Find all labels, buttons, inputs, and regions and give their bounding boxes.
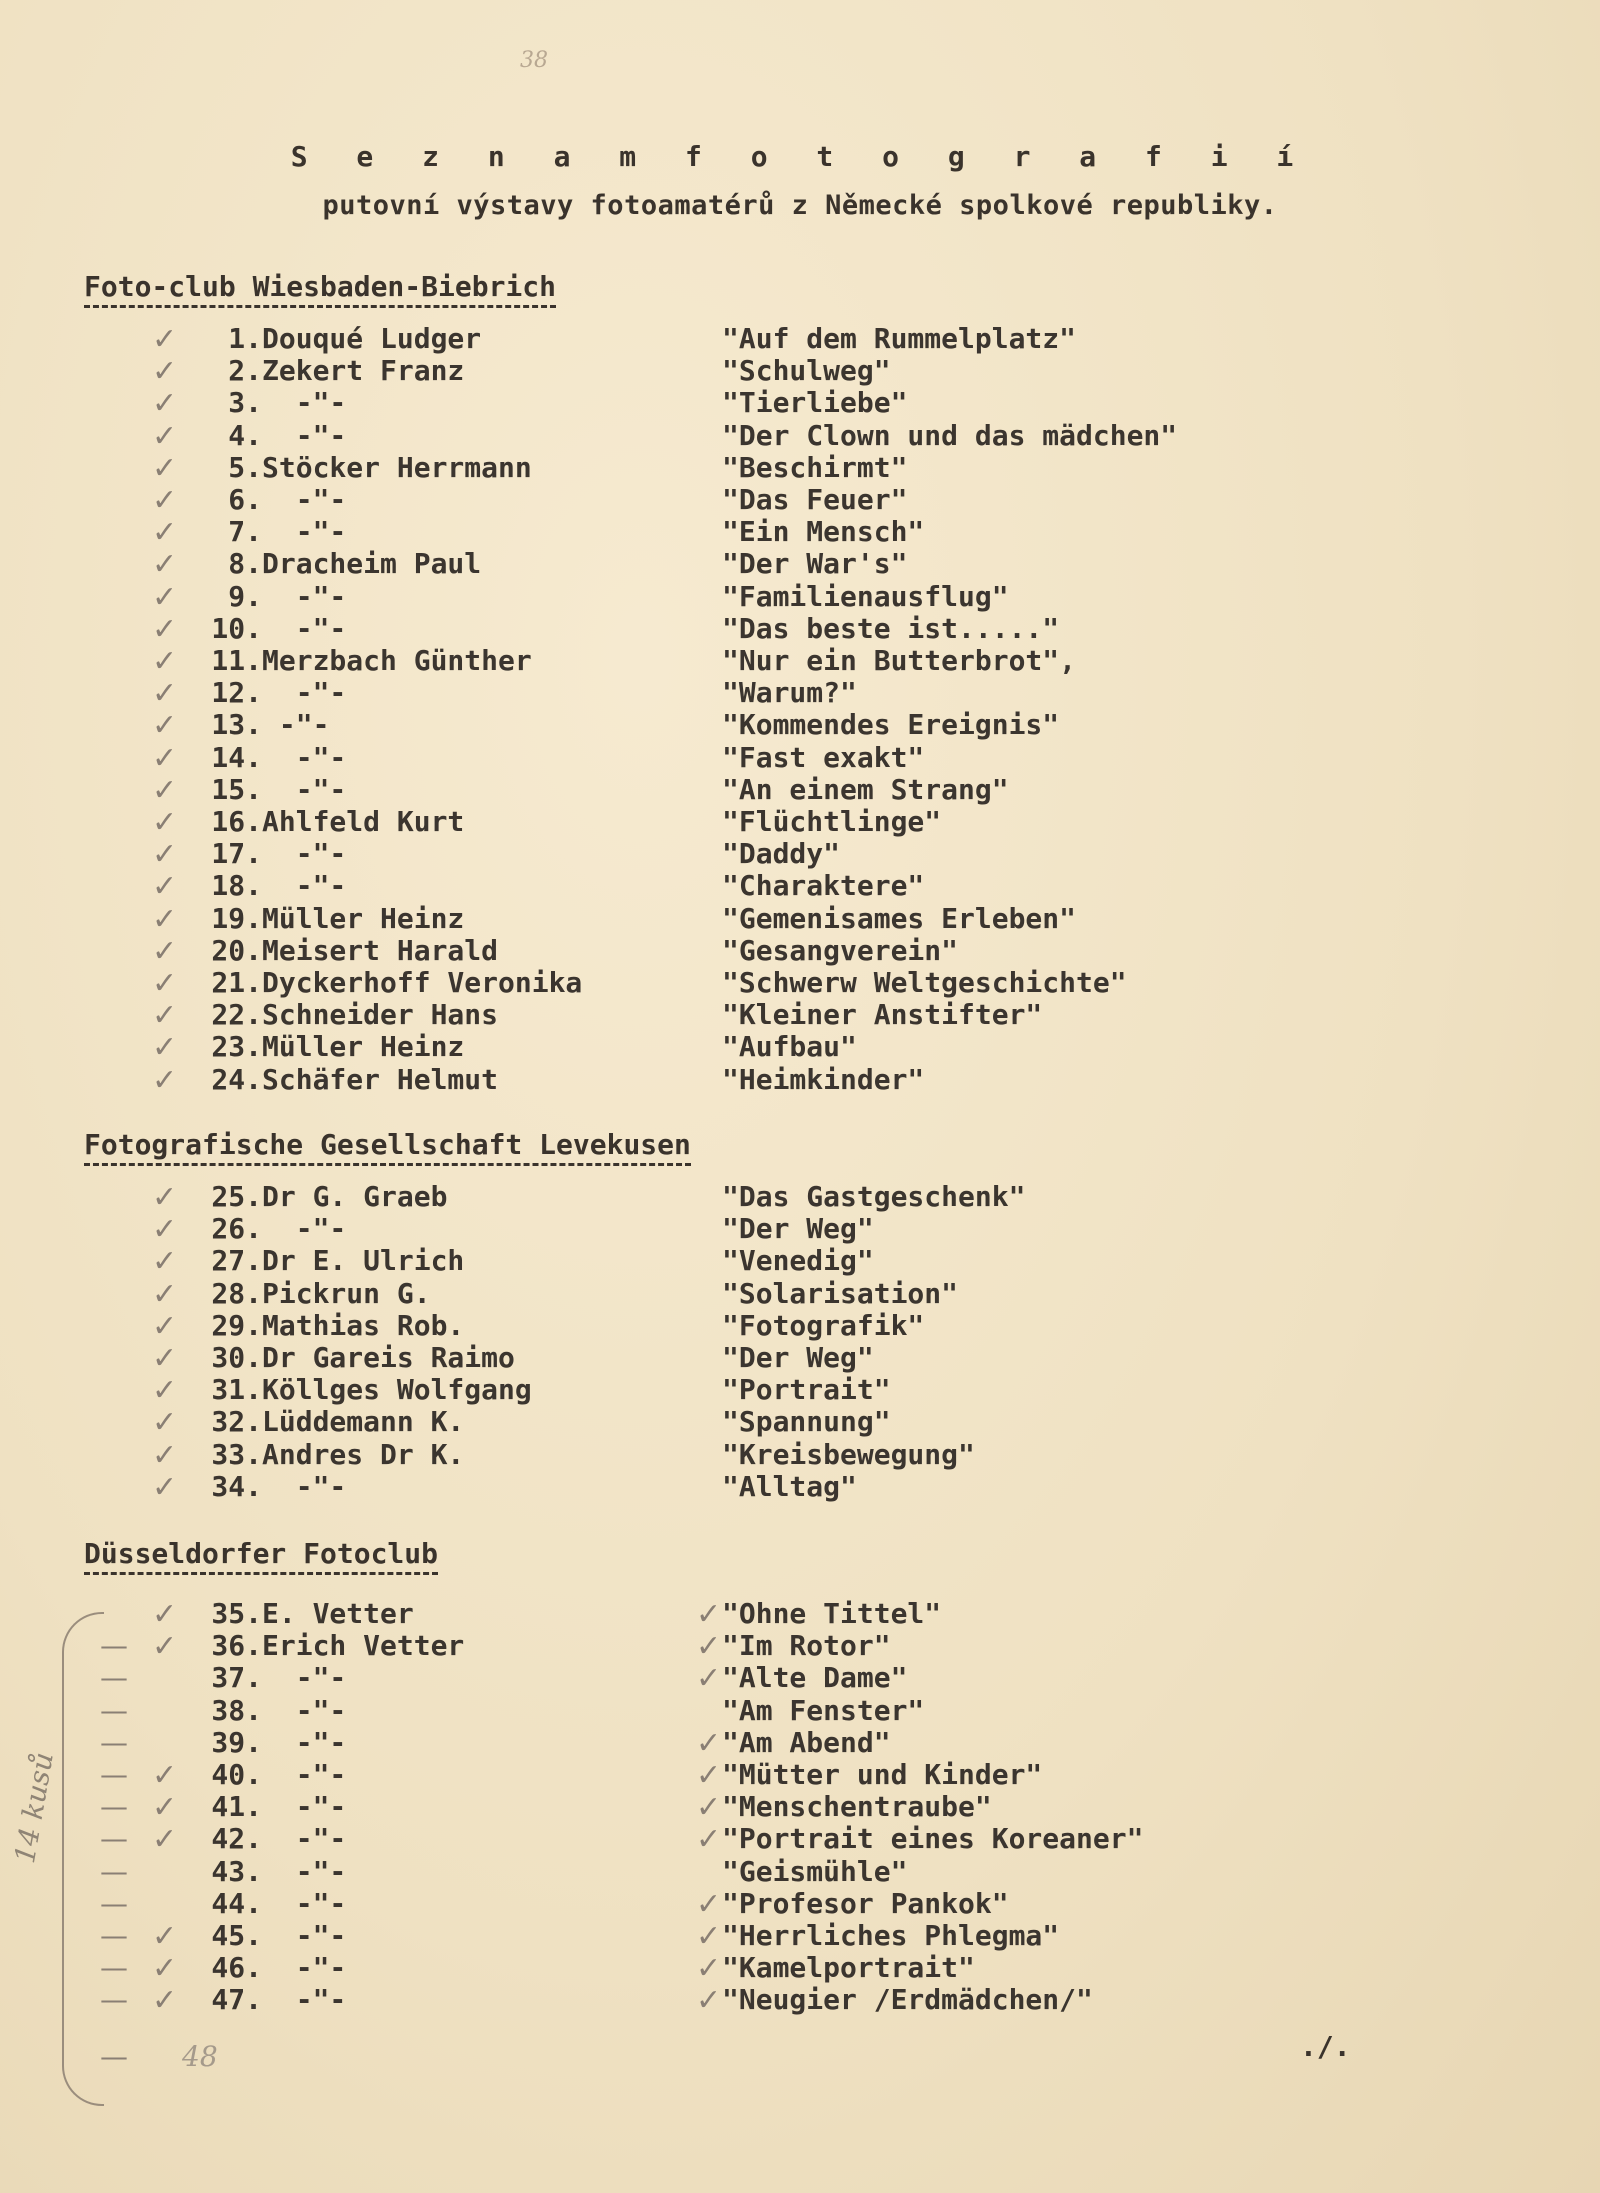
entry-number: 17. [211,837,262,871]
check-mark: ✓ [152,547,178,583]
photo-title: "Gesangverein" [722,933,959,967]
photo-title: "Ein Mensch" [722,515,925,549]
author-name: Dr Gareis Raimo [262,1341,515,1374]
check-mark: ✓ [152,998,178,1034]
list-item [0,1341,1600,1376]
list-item [0,1469,1600,1505]
list-item [0,386,1600,422]
check-mark: ✓ [152,805,178,840]
entry-number: 30. [211,1341,262,1374]
list-item [0,1437,1600,1473]
entry-number: 25. [211,1180,262,1213]
check-mark: ✓ [152,1951,178,1987]
margin-dash: — [100,1725,128,1759]
margin-dash: — [100,1693,128,1727]
check-mark: ✓ [152,644,178,679]
author-name: -"- [262,1983,347,2017]
check-mark: ✓ [152,933,178,969]
photo-title: "Alte Dame" [722,1661,908,1695]
check-mark: ✓ [152,418,178,454]
list-item [0,515,1600,551]
entry-number: 35. [211,1597,262,1630]
check-mark: ✓ [152,1983,178,2019]
entry-number: 33. [211,1437,262,1471]
list-item [0,354,1600,390]
title-check-mark: ✓ [696,1822,722,1858]
check-mark: ✓ [152,966,178,1001]
title-check-mark: ✓ [696,1597,722,1632]
entry-number: 18. [211,869,262,903]
author-name: Douqué Ludger [262,322,482,355]
list-item [0,1597,1600,1632]
photo-title: "Heimkinder" [722,1062,925,1096]
check-mark: ✓ [152,772,178,808]
author-name: -"- [262,1758,347,1791]
check-mark: ✓ [152,1030,178,1066]
author-name: -"- [262,515,347,549]
list-item [0,1983,1600,2019]
author-name: -"- [262,483,347,516]
margin-dash: — [100,1886,128,1920]
photo-title: "Spannung" [722,1405,891,1439]
list-item [0,611,1600,647]
entry-number: 19. [211,901,262,935]
check-mark: ✓ [152,837,178,873]
margin-note: 14 kusů [8,1749,60,1866]
author-name: -"- [262,1854,347,1888]
title-check-mark: ✓ [696,1661,722,1697]
title-check-mark: ✓ [696,1919,722,1954]
list-item [0,1919,1600,1954]
author-name: -"- [262,386,347,420]
photo-title: "Schulweg" [722,354,891,388]
page-subtitle: putovní výstavy fotoamatérů z Německé spolkové republiky. [322,190,1278,221]
photo-title: "Gemenisames Erleben" [722,901,1077,935]
author-name: Müller Heinz [262,1030,465,1064]
entry-number: 3. [228,386,262,420]
entry-number: 21. [211,966,262,999]
photo-title: "Portrait" [722,1373,891,1407]
author-name: -"- [262,1951,347,1985]
author-name: Müller Heinz [262,901,465,935]
entry-number: 28. [211,1276,262,1310]
entry-number: 46. [211,1951,262,1985]
list-item [0,1030,1600,1066]
entry-number: 37. [211,1661,262,1695]
list-item [0,1062,1600,1098]
list-item [0,1373,1600,1409]
check-mark: ✓ [152,1629,178,1665]
title-check-mark: ✓ [696,1790,722,1826]
list-item [0,1276,1600,1312]
list-item [0,644,1600,679]
photo-title: "Aufbau" [722,1030,857,1064]
check-mark: ✓ [152,1341,178,1376]
handwritten-number: 48 [182,2040,218,2073]
author-name: Andres Dr K. [262,1437,465,1471]
continued-mark: ./. [1300,2030,1351,2063]
author-name: -"- [262,740,347,774]
check-mark: ✓ [152,1822,178,1858]
check-mark: ✓ [152,1276,178,1312]
author-name: Dyckerhoff Veronika [262,966,583,999]
entry-number: 26. [211,1212,262,1246]
entry-number: 5. [228,450,262,484]
entry-number: 14. [211,740,262,774]
author-name: -"- [262,1886,347,1920]
list-item [0,547,1600,583]
list-item [0,1180,1600,1215]
title-check-mark: ✓ [696,1983,722,2019]
section-heading: Foto-club Wiesbaden-Biebrich [84,270,556,308]
list-item [0,1661,1600,1697]
author-name: Erich Vetter [262,1629,465,1663]
author-name: Lüddemann K. [262,1405,465,1439]
photo-title: "Kleiner Anstifter" [722,998,1043,1032]
check-mark: ✓ [152,483,178,518]
check-mark: ✓ [152,1790,178,1826]
author-name: -"- [262,1693,347,1727]
entry-number: 22. [211,998,262,1032]
check-mark: ✓ [152,1244,178,1280]
photo-title: "Tierliebe" [722,386,908,420]
photo-title: "Am Abend" [722,1725,891,1759]
entry-number: 29. [211,1308,262,1342]
photo-title: "Am Fenster" [722,1693,925,1727]
photo-title: "Geismühle" [722,1854,908,1888]
photo-title: "Der War's" [722,547,908,581]
author-name: Köllges Wolfgang [262,1373,532,1407]
entry-number: 41. [211,1790,262,1824]
author-name: -"- [262,1919,347,1952]
check-mark: ✓ [152,1597,178,1632]
list-item [0,772,1600,808]
margin-dash: — [100,1790,128,1824]
list-item [0,676,1600,712]
list-item [0,1886,1600,1922]
check-mark: ✓ [152,1405,178,1441]
author-name: -"- [262,418,347,452]
author-name: Schneider Hans [262,998,499,1032]
photo-title: "Nur ein Butterbrot", [722,644,1077,677]
entry-number: 12. [211,676,262,710]
list-item [0,322,1600,357]
list-item [0,805,1600,840]
entry-number: 20. [211,933,262,967]
entry-number: 47. [211,1983,262,2017]
list-item [0,1855,1600,1887]
margin-dash: — [100,1758,128,1791]
author-name: Dr G. Graeb [262,1180,448,1213]
margin-dash: — [100,1822,128,1856]
author-name: Meisert Harald [262,933,499,967]
photo-title: "Daddy" [722,837,841,871]
check-mark: ✓ [152,1437,178,1473]
photo-title: "Beschirmt" [722,450,908,484]
check-mark: ✓ [152,1212,178,1248]
list-item [0,579,1600,615]
list-item [0,418,1600,454]
author-name: -"- [262,1725,347,1759]
margin-dash: — [100,1951,128,1985]
check-mark: ✓ [152,450,178,486]
author-name: -"- [262,579,347,613]
check-mark: ✓ [152,1469,178,1505]
entry-number: 16. [211,805,262,838]
photo-title: "Kommendes Ereignis" [722,708,1060,742]
list-item [0,1308,1600,1344]
check-mark: ✓ [152,901,178,937]
photo-title: "Fotografik" [722,1308,925,1342]
photo-title: "Portrait eines Koreaner" [722,1822,1144,1856]
entry-number: 7. [228,515,262,549]
photo-title: "Familienausflug" [722,579,1009,613]
author-name: Dr E. Ulrich [262,1244,465,1278]
author-name: Stöcker Herrmann [262,450,532,484]
author-name: -"- [262,1212,347,1246]
check-mark: ✓ [152,322,178,357]
entry-number: 13. [211,708,262,742]
entry-number: 43. [211,1854,262,1888]
check-mark: ✓ [152,386,178,422]
photo-title: "Das Gastgeschenk" [722,1180,1026,1213]
photo-title: "Fast exakt" [722,740,925,774]
entry-number: 10. [211,611,262,645]
margin-dash: — [100,1919,128,1952]
photo-title: "Der Clown und das mädchen" [722,418,1178,452]
list-item [0,1694,1600,1726]
section-heading: Düsseldorfer Fotoclub [84,1537,438,1575]
check-mark: ✓ [152,708,178,744]
page-mark: 38 [520,48,548,73]
check-mark: ✓ [152,1180,178,1215]
author-name: -"- [262,772,347,806]
list-item [0,869,1600,905]
entry-number: 8. [228,547,262,581]
list-item [0,1244,1600,1280]
author-name: E. Vetter [262,1597,414,1630]
entry-number: 15. [211,772,262,806]
photo-title: "Alltag" [722,1469,857,1503]
check-mark: ✓ [152,1062,178,1098]
photo-title: "Venedig" [722,1244,874,1278]
entry-number: 23. [211,1030,262,1064]
list-item [0,450,1600,486]
entry-number: 9. [228,579,262,613]
author-name: -"- [262,837,347,871]
entry-number: 27. [211,1244,262,1278]
entry-number: 31. [211,1373,262,1407]
author-name: Dracheim Paul [262,547,482,581]
entry-number: 1. [228,322,262,355]
list-item [0,740,1600,776]
photo-title: "Im Rotor" [722,1629,891,1663]
title-check-mark: ✓ [696,1886,722,1922]
author-name: Schäfer Helmut [262,1062,499,1096]
photo-title: "Herrliches Phlegma" [722,1919,1060,1952]
title-check-mark: ✓ [696,1725,722,1761]
margin-bracket [62,1612,104,2106]
photo-title: "Der Weg" [722,1212,874,1246]
photo-title: "Flüchtlinge" [722,805,942,838]
list-item [0,837,1600,873]
margin-dash: — [100,1983,128,2017]
photo-title: "Das Feuer" [722,483,908,516]
photo-title: "An einem Strang" [722,772,1009,806]
list-item [0,1405,1600,1441]
check-mark: ✓ [152,354,178,390]
check-mark: ✓ [152,676,178,712]
photo-title: "Mütter und Kinder" [722,1758,1043,1791]
section-heading: Fotografische Gesellschaft Levekusen [84,1128,691,1166]
list-item [0,966,1600,1001]
margin-dash: — [100,1629,128,1663]
entry-number: 45. [211,1919,262,1952]
title-check-mark: ✓ [696,1758,722,1793]
author-name: -"- [262,1661,347,1695]
entry-number: 6. [228,483,262,516]
entry-number: 11. [211,644,262,677]
photo-title: "Neugier /Erdmädchen/" [722,1983,1093,2017]
entry-number: 36. [211,1629,262,1663]
author-name: Merzbach Günther [262,644,532,677]
photo-title: "Der Weg" [722,1341,874,1374]
list-item [0,1212,1600,1248]
entry-number: 24. [211,1062,262,1096]
photo-title: "Ohne Tittel" [722,1597,942,1630]
list-item [0,901,1600,937]
author-name: -"- [262,676,347,710]
list-item [0,1822,1600,1858]
margin-dash: — [100,2040,128,2073]
author-name: -"- [262,611,347,645]
check-mark: ✓ [152,1919,178,1954]
margin-dash: — [100,1854,128,1888]
photo-title: "Menschentraube" [722,1790,992,1824]
list-item [0,708,1600,744]
list-item [0,998,1600,1034]
author-name: -"- [262,1822,347,1856]
author-name: -"- [262,869,347,903]
photo-title: "Das beste ist....." [722,611,1060,645]
photo-title: "Warum?" [722,676,857,710]
author-name: -"- [262,1469,347,1503]
entry-number: 34. [211,1469,262,1503]
check-mark: ✓ [152,740,178,776]
title-check-mark: ✓ [696,1629,722,1665]
photo-title: "Auf dem Rummelplatz" [722,322,1077,355]
photo-title: "Charaktere" [722,869,925,903]
entry-number: 4. [228,418,262,452]
author-name: Pickrun G. [262,1276,431,1310]
author-name: -"- [262,1790,347,1824]
author-name: Ahlfeld Kurt [262,805,465,838]
check-mark: ✓ [152,1758,178,1793]
photo-title: "Solarisation" [722,1276,959,1310]
list-item [0,1629,1600,1665]
photo-title: "Profesor Pankok" [722,1886,1009,1920]
entry-number: 42. [211,1822,262,1856]
margin-dash: — [100,1661,128,1695]
entry-number: 2. [228,354,262,388]
photo-title: "Kreisbewegung" [722,1437,975,1471]
entry-number: 38. [211,1693,262,1727]
check-mark: ✓ [152,1373,178,1409]
author-name: Zekert Franz [262,354,465,388]
author-name: Mathias Rob. [262,1308,465,1342]
page-title: S e z n a m f o t o g r a f i í [290,140,1310,173]
list-item [0,1758,1600,1793]
check-mark: ✓ [152,1308,178,1344]
list-item [0,933,1600,969]
list-item [0,1725,1600,1761]
check-mark: ✓ [152,869,178,905]
entry-number: 44. [211,1886,262,1920]
list-item [0,1951,1600,1987]
entry-number: 39. [211,1725,262,1759]
check-mark: ✓ [152,579,178,615]
list-item [0,1790,1600,1826]
photo-title: "Schwerw Weltgeschichte" [722,966,1127,999]
photo-title: "Kamelportrait" [722,1951,975,1985]
check-mark: ✓ [152,611,178,647]
list-item [0,483,1600,518]
entry-number: 32. [211,1405,262,1439]
entry-number: 40. [211,1758,262,1791]
author-name: -"- [262,708,330,742]
check-mark: ✓ [152,515,178,551]
title-check-mark: ✓ [696,1951,722,1987]
